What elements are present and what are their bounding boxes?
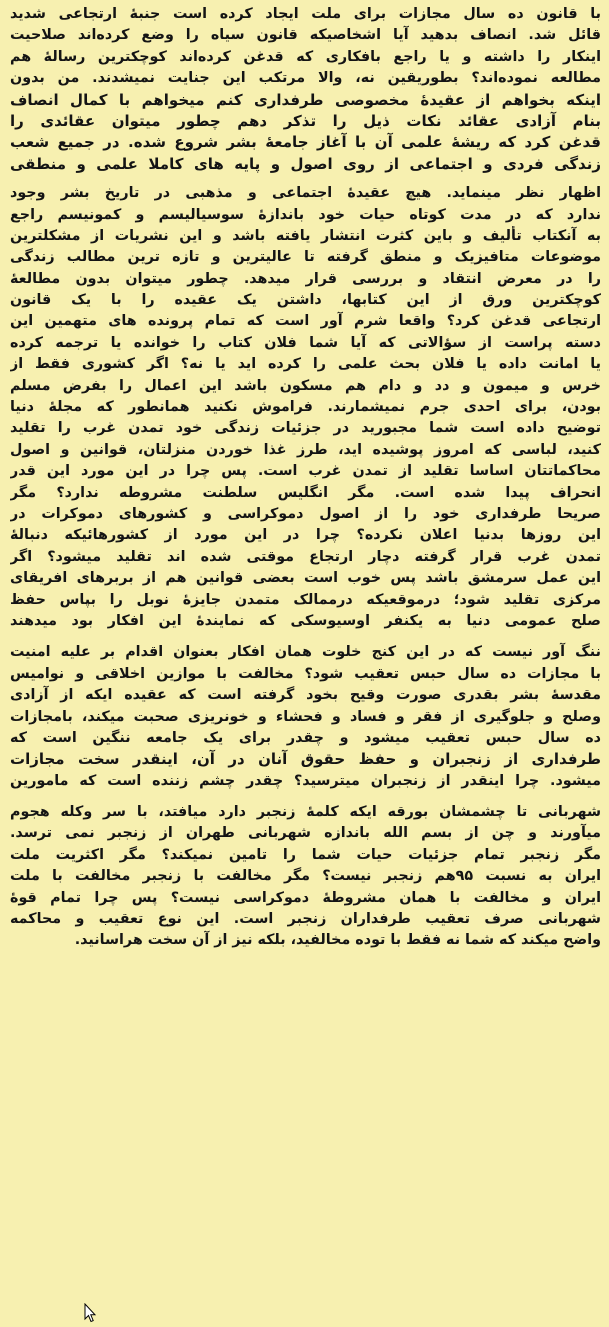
text-line: مقدسهٔ بشر بقدری صورت وقیح بخود گرفته است که عقیده ایکه از آزادی [10,687,601,704]
text-line: صلح عمومی دنیا به یکنفر اوسیوسکی که نمایندهٔ این افکار بود میدهند [10,612,601,629]
text-line: خرس و میمون و دد و دام هم مسکون باشد این اعمال را بفرض مسلم [10,377,601,394]
text-line: مطالعه نموده‌اند؟ بطوریقین نه، والا مرتکب این جنایت نمیشدند. من بدون [10,70,601,87]
text-line: موضوعات متافیزیک و منطق گرفته تا عالیترین و تازه ترین مطالب زندگی [10,249,601,266]
text-line: طرفداری از زنجبران و حفظ حقوق آنان در آن، اینقدر سخت مجازات [10,750,601,769]
paragraph-3 [10,642,601,792]
text-line: این عمل سرمشق باشد پس خوب است بعضی قوانین هم از بربرهای افریقای [10,570,601,587]
text-line: به آنکتاب تألیف و باین کثرت انتشار یافته باشد و این نشریات از مشکلترین [10,227,601,244]
text-line: واضح میکند که شما نه فقط با توده مخالفید، بلکه نیز از آن سخت هراسانید. [74,932,601,949]
text-line: قائل شد. انصاف بدهید آیا اشخاصیکه قانون سیاه را وضع کرده‌اند صلاحیت [10,27,601,44]
text-line: شهربانی تا چشمشان بورقه ایکه کلمهٔ زنجبر دارد میافتد، با سر وکله هجوم [10,804,601,821]
text-line: دسته پراست از سؤالاتی که آیا شما فلان کتاب را خوانده یا ترجمه کرده [10,334,601,351]
text-line: بودن، برای احدی جرم نمیشمارند. فراموش نکنید همانطور که مجلهٔ دنیا [10,399,601,416]
text-line: میآورند و چن از بسم الله باندازه شهربانی طهران از زنجبر نمی ترسد. [10,825,601,842]
text-line: کوچکترین ورق از این کتابها، داشتن یک عقیده را با یک قانون [10,292,601,309]
paragraph-4 [10,802,601,952]
text-line: ننگ آور نیست که در این کنج خلوت همان افکار بعنوان اقدام بر علیه امنیت [10,644,601,661]
text-line: اظهار نظر مینماید. هیچ عقیدهٔ اجتماعی و مذهبی در تاریخ بشر وجود [10,185,601,202]
paragraph-2 [10,183,601,632]
paragraph-1 [10,4,601,175]
text-line: مرکزی تقلید شود؛ درموقعیکه درممالک متمدن جایزهٔ نوبل را بپاس حفظ [10,591,601,608]
text-line: ایران به نسبت ۹۵هم زنجبر نیست؟ مگر مخالفت با زنجبر مخالفت با ملت [10,868,601,885]
text-line: توضیح داده است شما مجبورید در جزئیات زندگی خود تمدن غرب را تقلید [10,420,601,437]
text-line: را در معرض انتقاد و بررسی قرار میدهد. چطور میتوان بدون مطالعهٔ [10,270,601,287]
text-line: اینکه بخواهم از عقیدهٔ مخصوصی طرفداری کنم میخواهم با کمال انصاف [10,90,601,109]
text-line: با مجازات ده سال حبس تعقیب شود؟ مخالفت با موازین اخلاقی و نوامیس [10,665,601,682]
text-line: با قانون ده سال مجازات برای ملت ایجاد کرده است جنبهٔ ارتجاعی شدید [10,6,601,22]
text-line: زندگی فردی و اجتماعی از روی اصول و پایه های کاملا علمی و منطقی [10,154,601,173]
text-line: محاکماتتان اساسا تقلید از تمدن غرب است. پس چرا در این مورد این قدر [10,463,601,480]
text-line: تمدن غرب قرار گرفته دچار ارتجاع موقتی شده اند تقلید میشود؟ اگر [10,548,601,565]
text-line: قدغن کرد که ریشهٔ علمی آن با آغاز جامعهٔ بشر شروع شده. در جمیع شعب [10,133,601,152]
paragraph-gap [10,175,601,183]
text-line: ده سال حبس تعقیب میشود و چقدر برای یک جامعه ننگین است که [10,729,601,746]
text-line: ایران و مخالفت با همان مشروطهٔ دموکراسی نیست؟ پس چرا تمام قوهٔ [10,889,601,906]
text-line: صریحا طرفداری خود را از اصول دموکراسی و کشورهای دموکرات در [10,505,601,522]
text-line: ارتجاعی قدغن کرد؟ واقعا شرم آور است که تمام پرونده های متهمین این [10,313,601,330]
text-line: کنید، لباسی که امروز پوشیده اید، طرز غذا خوردن منزلتان، قوانین و اصول [10,441,601,458]
text-line: بنام آزادی عقائد نکات ذیل را تذکر دهم چطور میتوان عقائدی را [10,111,601,130]
text-line: این روزها بدنیا اعلان نکرده؟ چرا در این مورد از کشورهائیکه دنبالهٔ [10,527,601,544]
text-line: انحراف پیدا شده است. مگر انگلیس سلطنت مشروطه ندارد؟ مگر [10,484,601,501]
paragraph-gap [10,632,601,642]
paragraph-gap [10,792,601,802]
mouse-pointer-icon [84,1303,96,1323]
text-line: وصلح و جلوگیری از فقر و فساد و فحشاء و خونریزی صحبت میکند، بامجازات [10,708,601,725]
text-line: ندارد که در مدت کوتاه حیات خود باندازهٔ سوسیالیسم و کمونیسم راجع [10,206,601,223]
text-line: یا امانت داده یا فلان بحث علمی را کرده اید یا نه؟ اگر کشوری فقط از [10,356,601,373]
text-line: شهربانی صرف تعقیب طرفداران زنجبر است. این نوع تعقیب و محاکمه [10,911,601,928]
text-line: اینکار را داشته و یا راجع بافکاری که قدغن کرده‌اند کوچکترین رسالهٔ هم [10,48,601,65]
text-line: میشود. چرا اینقدر از زنجبران میترسید؟ چقدر چشم زننده است که مامورین [10,772,601,789]
text-line: مگر زنجبر تمام جزئیات حیات شما را تامین نمیکند؟ مگر اکثریت ملت [10,846,601,863]
